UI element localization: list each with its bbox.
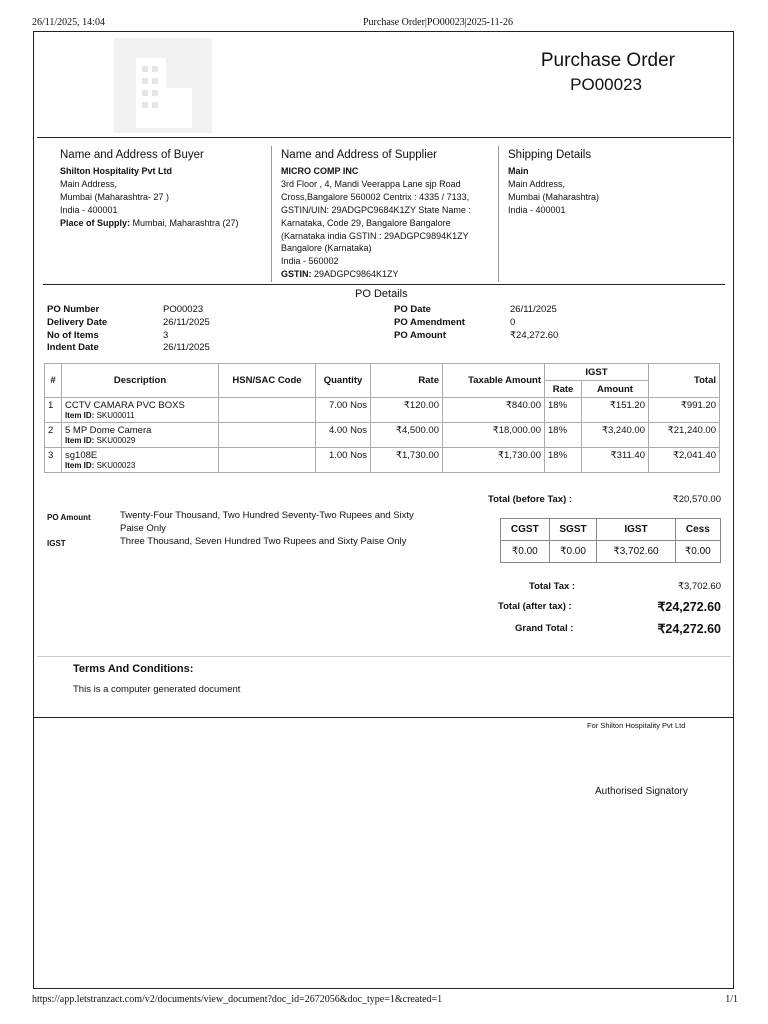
row-taxable: ₹1,730.00 (443, 448, 545, 473)
print-datetime: 26/11/2025, 14:04 (32, 17, 105, 28)
divider (37, 656, 731, 657)
table-row (45, 398, 720, 423)
total-after-tax-label: Total (after tax) : (498, 601, 572, 612)
words-po-amount-label: PO Amount (47, 513, 91, 522)
tax-values-row (501, 541, 721, 563)
row-total: ₹21,240.00 (649, 423, 720, 448)
row-igst-rate: 18% (545, 423, 582, 448)
row-desc (62, 423, 219, 448)
tax-igst-value: ₹3,702.60 (597, 541, 675, 563)
row-igst-amount: ₹311.40 (582, 448, 649, 473)
table-header-row (45, 364, 720, 381)
shipping-line: India - 400001 (508, 204, 566, 215)
print-doc-title: Purchase Order|PO00023|2025-11-26 (363, 17, 513, 28)
supplier-name: MICRO COMP INC (281, 166, 359, 176)
row-qty: 4.00 Nos (316, 423, 371, 448)
document-number: PO00023 (570, 75, 642, 94)
item-description: sg108E (65, 450, 98, 461)
po-date-label: PO Date (394, 304, 431, 315)
total-after-tax-value: ₹24,272.60 (657, 600, 721, 614)
col-igst-rate-header: Rate (545, 381, 582, 398)
shipping-line: Mumbai (Maharashtra) (508, 191, 600, 202)
item-id: SKU00029 (96, 436, 136, 445)
items-table (44, 363, 720, 473)
col-num-header: # (45, 364, 62, 398)
col-taxable-header: Taxable Amount (443, 364, 545, 398)
row-hsn (219, 398, 316, 423)
buyer-line: Main Address, (60, 178, 118, 189)
no-of-items-value: 3 (163, 330, 169, 341)
words-igst-text: Three Thousand, Seven Hundred Two Rupees and Sixty Paise Only (120, 536, 407, 547)
print-url: https://app.letstranzact.com/v2/documents/view_document?doc_id=2672056&doc_type=1&created=1 (32, 994, 443, 1005)
row-igst-rate: 18% (545, 448, 582, 473)
divider (37, 137, 731, 138)
shipping-block (508, 165, 708, 217)
supplier-heading: Name and Address of Supplier (281, 149, 437, 161)
col-qty-header: Quantity (316, 364, 371, 398)
item-id-label: Item ID: (65, 461, 95, 470)
po-amendment-label: PO Amendment (394, 317, 465, 328)
supplier-line: Karnataka, Code 29, Bangalore Bangalore (281, 217, 451, 228)
supplier-line: (Karnataka india GSTIN : 29ADGPC9894K1ZY (281, 230, 469, 241)
row-igst-rate: 18% (545, 398, 582, 423)
tax-sgst-header: SGST (549, 519, 597, 541)
place-of-supply-label: Place of Supply: (60, 217, 131, 228)
supplier-gstin-value: 29ADGPC9864K1ZY (311, 269, 399, 280)
po-amendment-value: 0 (510, 317, 516, 328)
row-rate: ₹4,500.00 (371, 423, 443, 448)
buyer-heading: Name and Address of Buyer (60, 149, 204, 161)
buyer-name: Shilton Hospitality Pvt Ltd (60, 166, 172, 176)
table-row (45, 423, 720, 448)
tax-cess-header: Cess (675, 519, 720, 541)
words-po-amount-text: Twenty-Four Thousand, Two Hundred Seventy-Two Rupees and Sixty Paise Only (120, 510, 414, 534)
tax-header-row (501, 519, 721, 541)
col-total-header: Total (649, 364, 720, 398)
tax-cgst-header: CGST (501, 519, 550, 541)
supplier-line: Cross,Bangalore 560002 Centrix : 4335 / 7133, (281, 191, 470, 202)
tax-cess-value: ₹0.00 (675, 541, 720, 563)
row-qty: 1.00 Nos (316, 448, 371, 473)
print-page-number: 1/1 (725, 994, 738, 1005)
supplier-line: India - 560002 (281, 256, 339, 267)
item-id-label: Item ID: (65, 411, 95, 420)
grand-total-value: ₹24,272.60 (657, 622, 721, 636)
tax-igst-header: IGST (597, 519, 675, 541)
tax-cgst-value: ₹0.00 (501, 541, 550, 563)
po-number-label: PO Number (47, 304, 100, 315)
buyer-line: Mumbai (Maharashtra- 27 ) (60, 191, 170, 202)
item-id: SKU00023 (96, 461, 136, 470)
grand-total-label: Grand Total : (515, 623, 574, 634)
delivery-date-label: Delivery Date (47, 317, 108, 328)
supplier-block (281, 165, 496, 281)
row-rate: ₹120.00 (371, 398, 443, 423)
supplier-line: Bangalore (Karnataka) (281, 243, 372, 254)
row-hsn (219, 448, 316, 473)
row-taxable: ₹840.00 (443, 398, 545, 423)
col-desc-header: Description (62, 364, 219, 398)
place-of-supply-value: Mumbai, Maharashtra (27) (130, 217, 239, 228)
row-desc (62, 448, 219, 473)
tax-sgst-value: ₹0.00 (549, 541, 597, 563)
row-qty: 7.00 Nos (316, 398, 371, 423)
row-total: ₹2,041.40 (649, 448, 720, 473)
document-title: Purchase Order (540, 50, 675, 71)
item-description: CCTV CAMARA PVC BOXS (65, 400, 185, 411)
buyer-line: India - 400001 (60, 204, 118, 215)
total-tax-label: Total Tax : (529, 581, 576, 592)
terms-heading: Terms And Conditions: (73, 663, 194, 675)
row-igst-amount: ₹3,240.00 (582, 423, 649, 448)
divider (33, 717, 734, 718)
supplier-line: 3rd Floor , 4, Mandi Veerappa Lane sjp Road (281, 178, 461, 189)
delivery-date-value: 26/11/2025 (163, 317, 210, 328)
col-hsn-header: HSN/SAC Code (219, 364, 316, 398)
row-taxable: ₹18,000.00 (443, 423, 545, 448)
divider (271, 146, 272, 282)
shipping-line: Main Address, (508, 178, 566, 189)
row-hsn (219, 423, 316, 448)
col-igst-amount-header: Amount (582, 381, 649, 398)
item-id-label: Item ID: (65, 436, 95, 445)
indent-date-label: Indent Date (47, 342, 99, 353)
col-igst-header: IGST (545, 364, 649, 381)
words-igst-label: IGST (47, 539, 66, 548)
supplier-gstin-label: GSTIN: (281, 269, 312, 280)
row-total: ₹991.20 (649, 398, 720, 423)
row-desc (62, 398, 219, 423)
row-rate: ₹1,730.00 (371, 448, 443, 473)
table-row (45, 448, 720, 473)
row-igst-amount: ₹151.20 (582, 398, 649, 423)
total-before-tax-value: ₹20,570.00 (672, 494, 721, 505)
row-num: 2 (45, 423, 62, 448)
po-amount-label: PO Amount (394, 330, 446, 341)
indent-date-value: 26/11/2025 (163, 342, 210, 353)
row-num: 1 (45, 398, 62, 423)
col-rate-header: Rate (371, 364, 443, 398)
shipping-name: Main (508, 166, 529, 176)
terms-text: This is a computer generated document (73, 684, 241, 695)
row-num: 3 (45, 448, 62, 473)
total-tax-value: ₹3,702.60 (677, 581, 721, 592)
supplier-line: GSTIN/UIN: 29ADGPC9684K1ZY State Name : (281, 204, 471, 215)
divider (43, 284, 725, 285)
signature-for-text: For Shilton Hospitality Pvt Ltd (587, 721, 686, 730)
total-before-tax-label: Total (before Tax) : (488, 494, 573, 505)
po-number-value: PO00023 (163, 304, 204, 315)
divider (498, 146, 499, 282)
no-of-items-label: No of Items (47, 330, 99, 341)
po-amount-value: ₹24,272.60 (510, 330, 559, 341)
item-id: SKU00011 (96, 411, 135, 420)
authorised-signatory: Authorised Signatory (595, 786, 688, 797)
shipping-heading: Shipping Details (508, 149, 592, 161)
item-description: 5 MP Dome Camera (65, 425, 152, 436)
buyer-block (60, 165, 265, 230)
tax-summary-table (500, 518, 721, 563)
company-logo-placeholder-icon (114, 38, 212, 133)
po-details-heading: PO Details (355, 288, 408, 300)
po-date-value: 26/11/2025 (510, 304, 557, 315)
